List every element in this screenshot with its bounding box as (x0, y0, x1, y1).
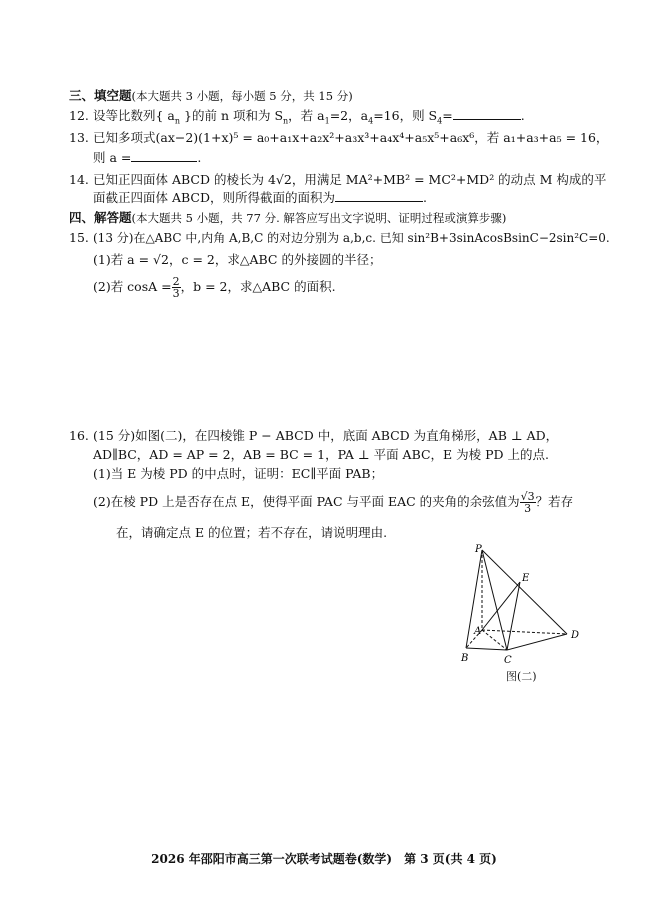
section-fill-header (69, 88, 353, 104)
edge-CE (507, 582, 520, 650)
section-fill-title: 三、填空题 (69, 88, 132, 103)
q12-part: = (442, 108, 453, 123)
q15-line1: (13 分)在△ABC 中,内角 A,B,C 的对边分别为 a,b,c. 已知 sin²B+3sinAcosBsinC−2sin²C=0. (93, 231, 610, 245)
section-fill-note: (本大题共 3 小题，每小题 5 分，共 15 分) (131, 89, 353, 103)
q14-line1: 已知正四面体 ABCD 的棱长为 4√2，用满足 MA²+MB² = MC²+MD² 的动点 M 构成的平 (93, 172, 607, 187)
edge-AD-hidden (482, 630, 567, 634)
edge-CD (507, 634, 567, 650)
pyramid-figure (452, 540, 592, 668)
q16-line1: (15 分)如图(二)，在四棱锥 P − ABCD 中，底面 ABCD 为直角梯形，AB ⊥ AD， (93, 428, 559, 443)
q16-part1: (1)当 E 为棱 PD 的中点时，证明：EC∥平面 PAB； (93, 466, 384, 481)
figure-caption: 图(二) (506, 670, 537, 683)
q15-part2 (93, 276, 336, 299)
q14-tail: . (423, 190, 427, 205)
q16-number: 16. (69, 428, 89, 443)
q15-number: 15. (69, 230, 89, 245)
edge-AE (482, 582, 520, 630)
q13-line1: 已知多项式(ax−2)(1+x)⁵ = a₀+a₁x+a₂x²+a₃x³+a₄x⁴+a₅x⁵+a₆x⁶，若 a₁+a₃+a₅ = 16， (93, 130, 609, 145)
label-D: D (571, 630, 580, 641)
q12-part: }的前 n 项和为 S (180, 108, 284, 123)
q15-part2-tail: ，b = 2，求△ABC 的面积. (180, 279, 336, 294)
label-C: C (504, 655, 512, 666)
q12-part: =2，a (329, 108, 369, 123)
q13-answer-blank[interactable] (131, 150, 197, 162)
label-P: P (475, 544, 482, 555)
q12-part: =16，则 S (373, 108, 438, 123)
q16-part2-text: (2)在棱 PD 上是否存在点 E，使得平面 PAC 与平面 EAC 的夹角的余弦值为 (93, 494, 520, 509)
q12-text: 设等比数列{ $a_n$ }的前 n 项和为 $S_n$，若 $a_1=2$，$a_4=16$，则 $S_4=$ . (93, 108, 525, 126)
section-solve-note: (本大题共 5 小题，共 77 分. 解答应写出文字说明、证明过程或演算步骤) (131, 211, 507, 225)
q16-fraction (520, 491, 536, 514)
label-E: E (522, 573, 530, 584)
q15-part2-text: (2)若 cosA = (93, 279, 172, 294)
q12-number: 12. (69, 108, 89, 123)
q13-line2-text: 则 a = (93, 150, 132, 165)
edge-BC (466, 648, 507, 650)
q12-tail: . (520, 108, 525, 123)
q14-line2 (93, 190, 427, 206)
q16-part2 (93, 491, 573, 514)
q13-line2 (93, 150, 201, 166)
q15-fraction (172, 276, 181, 299)
section-solve-title: 四、解答题 (69, 210, 132, 225)
q16-line2: AD∥BC，AD = AP = 2，AB = BC = 1，PA ⊥ 平面 ABC，E 为棱 PD 上的点. (93, 447, 550, 462)
q14-answer-blank[interactable] (335, 190, 423, 202)
edge-PD (482, 550, 567, 634)
q14-number: 14. (69, 172, 89, 187)
q13-tail: . (197, 150, 202, 165)
section-solve-header (69, 210, 506, 226)
edge-PC (482, 550, 507, 650)
q12-part: 设等比数列{ a (93, 108, 175, 123)
q15-part1: (1)若 a = √2，c = 2，求△ABC 的外接圆的半径； (93, 252, 382, 267)
q16-part2-line2: 在，请确定点 E 的位置；若不存在，请说明理由. (116, 525, 388, 540)
q16-part2-tail: ？若存 (535, 494, 574, 509)
label-A: A (474, 626, 482, 637)
label-B: B (461, 653, 469, 664)
q16-frac-num: √3 (520, 490, 535, 503)
q14-line2-text: 面截正四面体 ABCD，则所得截面的面积为 (93, 190, 336, 205)
q16-frac-den: 3 (524, 502, 532, 515)
page-footer: 2026 年邵阳市高三第一次联考试题卷(数学) 第 3 页(共 4 页) (151, 852, 497, 866)
q15-frac-num: 2 (172, 275, 180, 288)
q15-frac-den: 3 (172, 287, 180, 300)
q12-answer-blank[interactable] (453, 108, 521, 120)
q13-number: 13. (69, 130, 89, 145)
q12-part: ，若 a (288, 108, 325, 123)
